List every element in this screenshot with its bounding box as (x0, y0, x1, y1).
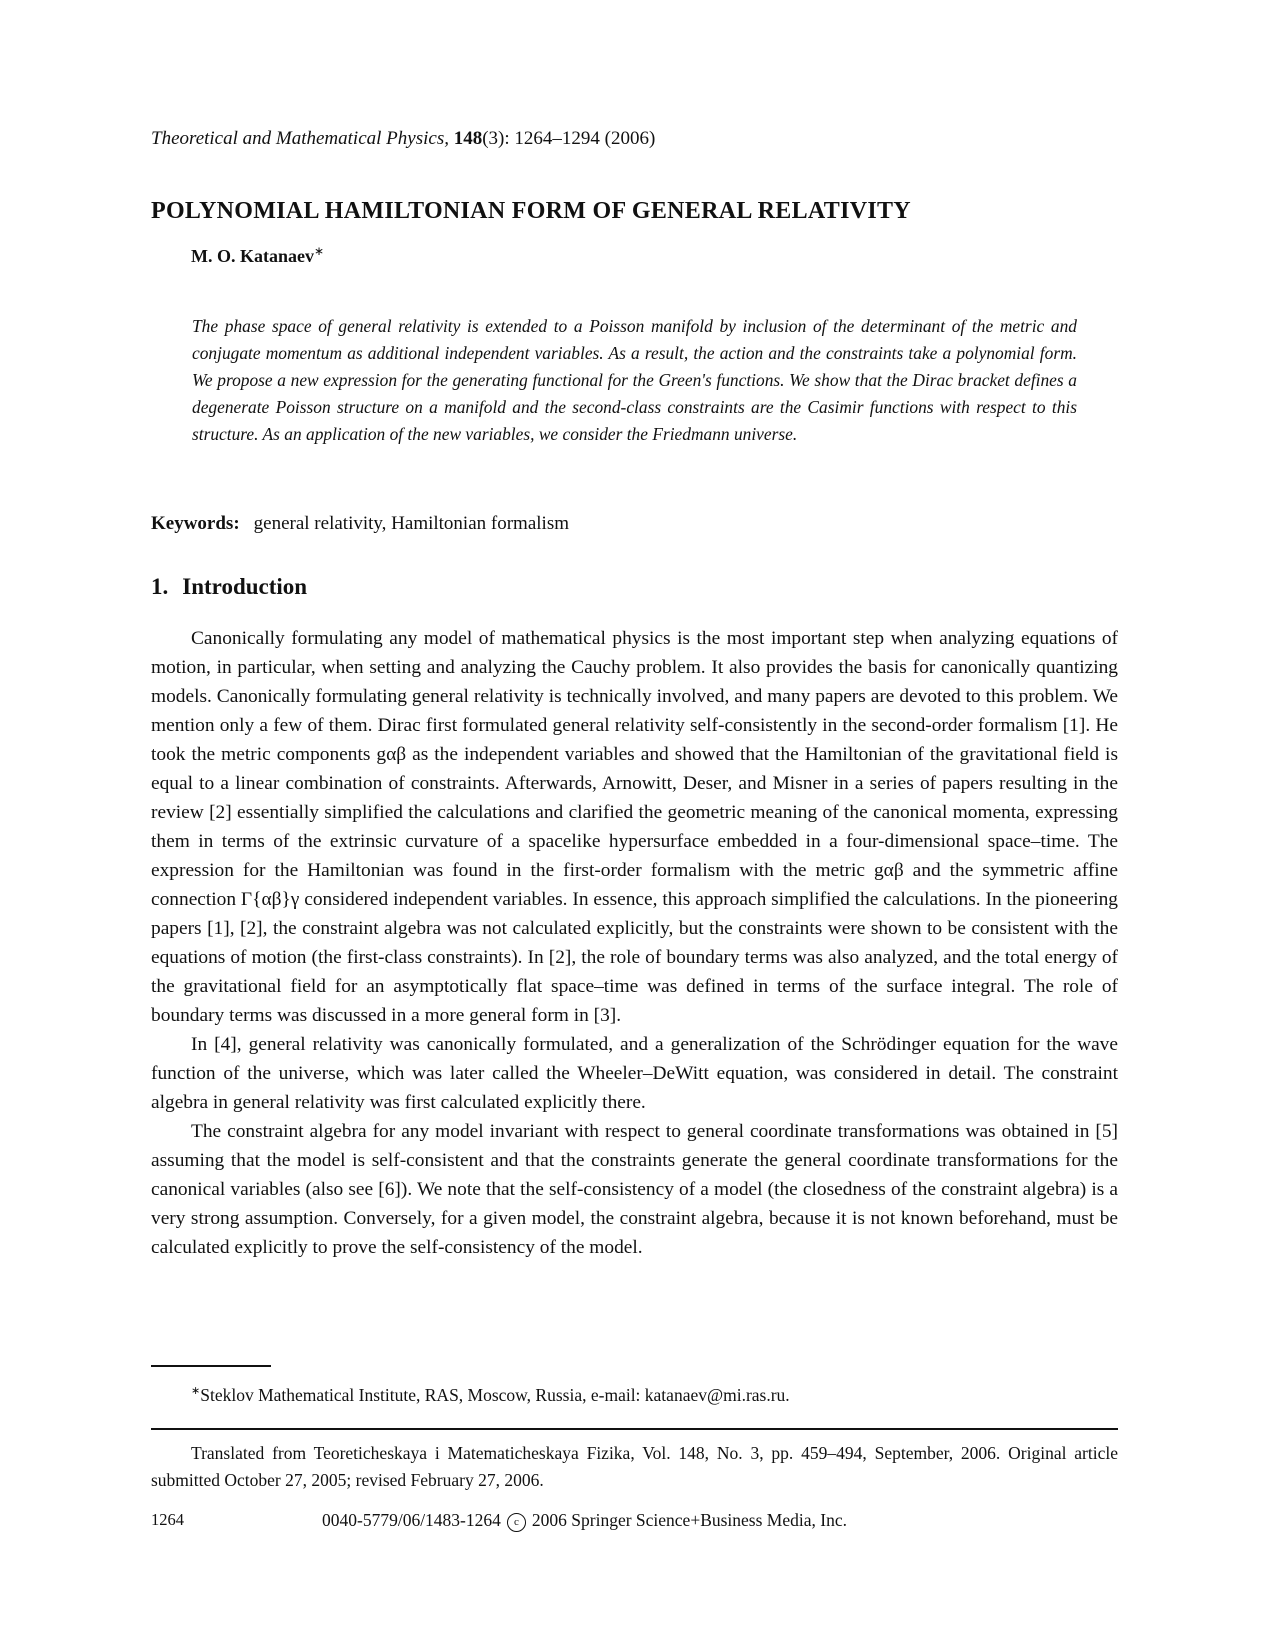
keywords-line (151, 513, 569, 535)
footnote-text: Steklov Mathematical Institute, RAS, Moscow, Russia, e-mail: katanaev@mi.ras.ru. (200, 1384, 790, 1405)
section-heading (151, 574, 307, 600)
paragraph-3: The constraint algebra for any model invariant with respect to general coordinate transformations was obtained in [5] assuming that the model is self-consistent and that the constraints generate the general coordinate transformations for the canonical variables (also see [6]). We note that the self-consistency of a model (the closedness of the constraint algebra) is a very strong assumption. Conversely, for a given model, the constraint algebra, because it is not known beforehand, must be calculated explicitly to prove the self-consistency of the model. (151, 1121, 1118, 1258)
keywords-label: Keywords: (151, 513, 240, 534)
journal-citation (151, 128, 655, 150)
author-name: M. O. Katanaev (191, 246, 314, 266)
section-number: 1. (151, 574, 169, 599)
translation-note-text: Translated from Teoreticheskaya i Matematicheskaya Fizika, Vol. 148, No. 3, pp. 459–494, September, 2006. Original article submitted October 27, 2005; revised February 27, 2006. (151, 1443, 1118, 1490)
paper-title: POLYNOMIAL HAMILTONIAN FORM OF GENERAL RELATIVITY (151, 198, 911, 224)
paragraph-2: In [4], general relativity was canonically formulated, and a generalization of the Schrödinger equation for the wave function of the universe, which was later called the Wheeler–DeWitt equation, was considered in detail. The constraint algebra in general relativity was first calculated explicitly there. (151, 1034, 1118, 1113)
page-number: 1264 (151, 1510, 184, 1529)
journal-name: Theoretical and Mathematical Physics, (151, 128, 449, 149)
author-footnote-mark: ∗ (314, 244, 325, 258)
paragraph-1: Canonically formulating any model of mathematical physics is the most important step when analyzing equations of motion, in particular, when setting and analyzing the Cauchy problem. It also provides the basis for canonically quantizing models. Canonically formulating general relativity is technically involved, and many papers are devoted to this problem. We mention only a few of them. Dirac first formulated general relativity self-consistently in the second-order formalism [1]. He took the metric components gαβ as the independent variables and showed that the Hamiltonian of the gravitational field is equal to a linear combination of constraints. Afterwards, Arnowitt, Deser, and Misner in a series of papers resulting in the review [2] essentially simplified the calculations and clarified the geometric meaning of the canonical momenta, expressing them in terms of the extrinsic curvature of a spacelike hypersurface embedded in a four-dimensional space–time. The expression for the Hamiltonian was found in the first-order formalism with the metric gαβ and the symmetric affine connection Γ{αβ}γ considered independent variables. In essence, this approach simplified the calculations. In the pioneering papers [1], [2], the constraint algebra was not calculated explicitly, but the constraints were shown to be consistent with the equations of motion (the first-class constraints). In [2], the role of boundary terms was also analyzed, and the total energy of the gravitational field for an asymptotically flat space–time was defined in terms of the surface integral. The role of boundary terms was discussed in a more general form in [3]. (151, 628, 1118, 1026)
footer-copyright (322, 1510, 847, 1532)
journal-volume: 148 (453, 128, 483, 149)
copyright-text: 2006 Springer Science+Business Media, Inc. (531, 1510, 847, 1530)
footnote-rule (151, 1365, 271, 1367)
translation-rule (151, 1428, 1118, 1430)
author-line (191, 244, 324, 267)
issn-code: 0040-5779/06/1483-1264 (322, 1510, 501, 1530)
copyright-icon: c (507, 1513, 526, 1532)
translation-note (151, 1440, 1118, 1494)
abstract: The phase space of general relativity is extended to a Poisson manifold by inclusion of the determinant of the metric and conjugate momentum as additional independent variables. As a result, the action and the constraints take a polynomial form. We propose a new expression for the generating functional for the Green's functions. We show that the Dirac bracket defines a degenerate Poisson structure on a manifold and the second-class constraints are the Casimir functions with respect to this structure. As an application of the new variables, we consider the Friedmann universe. (192, 316, 1077, 444)
body-text (151, 624, 1118, 1262)
footnote-mark: ∗ (191, 1385, 201, 1397)
journal-issue-pages: (3): 1264–1294 (2006) (482, 128, 656, 149)
section-title: Introduction (182, 574, 308, 599)
footnote (191, 1384, 790, 1406)
keywords-text: general relativity, Hamiltonian formalism (253, 513, 569, 534)
